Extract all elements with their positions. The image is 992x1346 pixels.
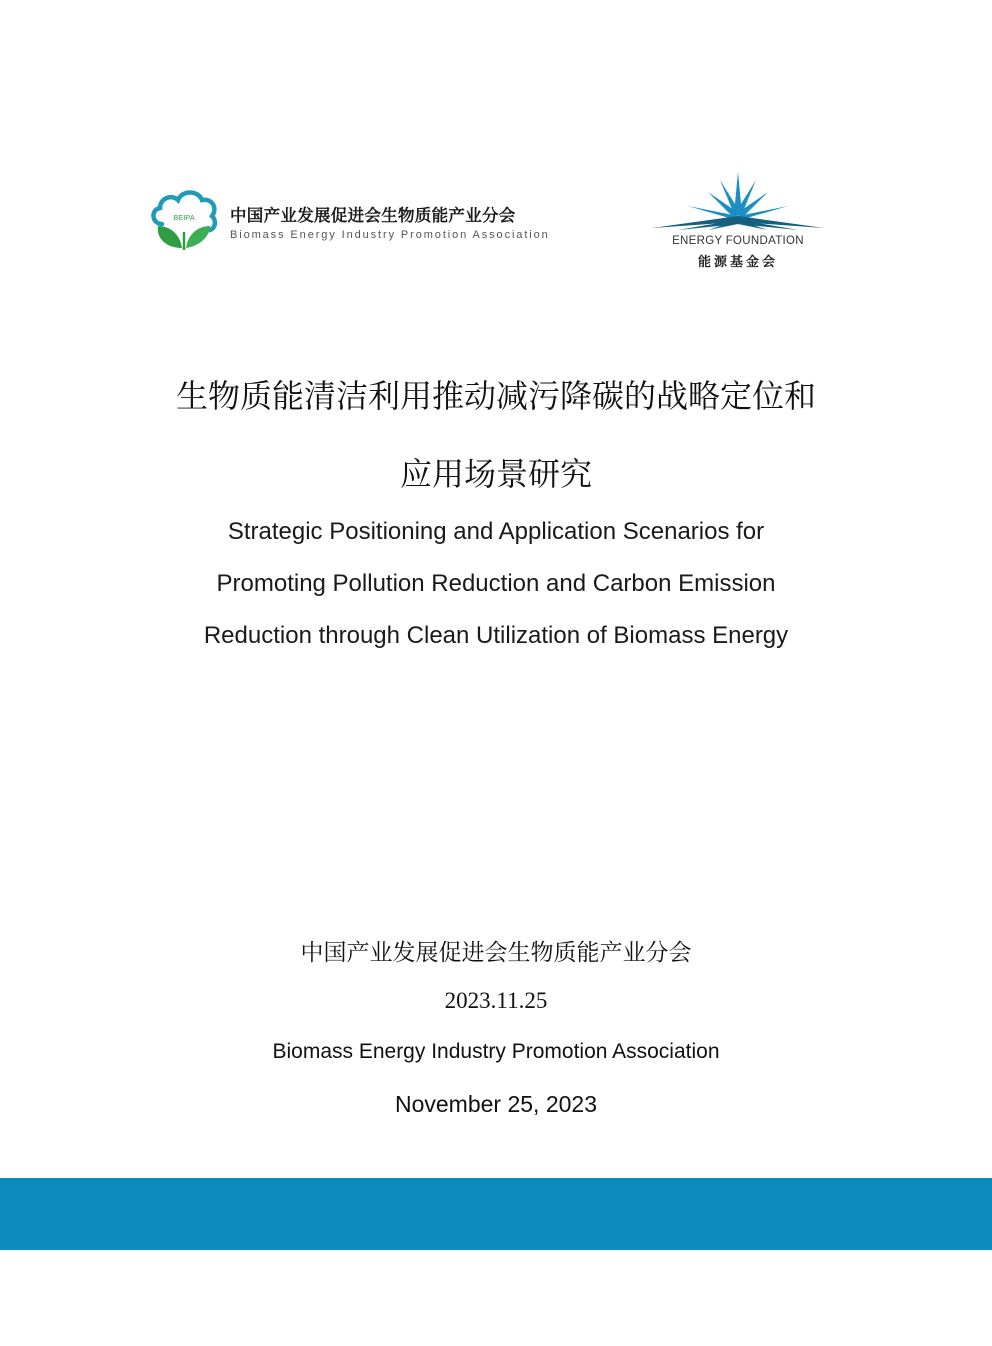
energy-foundation-logo [648,170,828,270]
publish-date-numeric: 2023.11.25 [444,988,548,1013]
publisher-name-en: Biomass Energy Industry Promotion Association [272,1040,720,1063]
footer-color-band [0,1178,992,1250]
beipa-leaf-cloud-icon [148,186,220,254]
energy-foundation-name-en: ENERGY FOUNDATION [672,235,804,247]
energy-foundation-name-cn: 能源基金会 [697,255,778,270]
title-en-line-2: Promoting Pollution Reduction and Carbon Emission [216,570,776,597]
starburst-icon [648,170,828,234]
title-cn-line-2: 应用场景研究 [399,455,592,493]
publisher-name-cn: 中国产业发展促进会生物质能产业分会 [300,940,692,966]
title-cn-line-1: 生物质能清洁利用推动减污降碳的战略定位和 [175,377,816,415]
beipa-mark-text: BEIPA [173,213,195,222]
beipa-name-en: Biomass Energy Industry Promotion Association [230,229,550,241]
title-en-line-3: Reduction through Clean Utilization of Biomass Energy [203,622,789,649]
beipa-name-cn: 中国产业发展促进会生物质能产业分会 [230,206,516,225]
title-en-line-1: Strategic Positioning and Application Scenarios for [227,518,765,545]
beipa-logo [148,186,580,256]
publish-date-en: November 25, 2023 [394,1091,597,1117]
